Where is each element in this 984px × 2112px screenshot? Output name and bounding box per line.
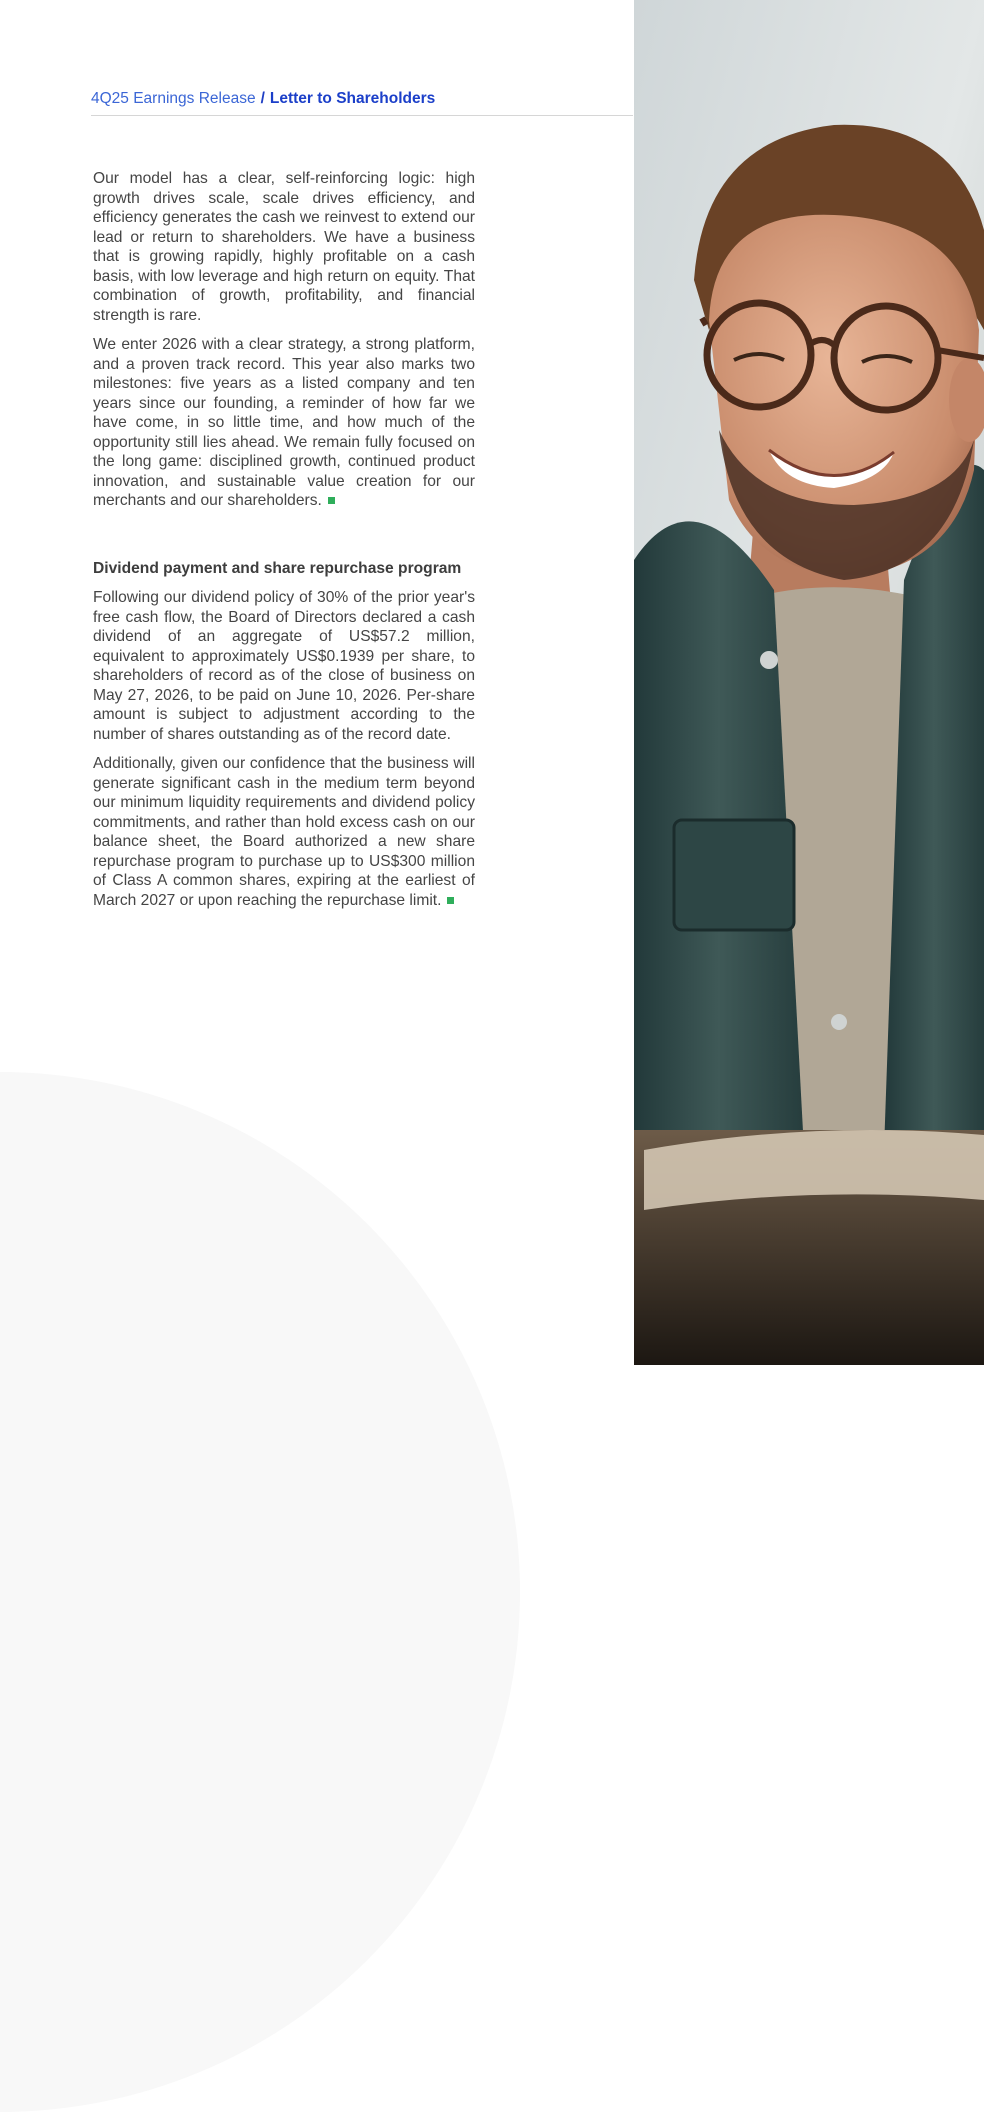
breadcrumb-separator: / bbox=[260, 90, 265, 107]
smiling-man-photo bbox=[634, 0, 984, 1365]
paragraph-dividend bbox=[93, 588, 475, 744]
section-heading: Dividend payment and share repurchase program bbox=[93, 559, 462, 577]
section-end-icon bbox=[447, 897, 454, 904]
paragraph-text: We enter 2026 with a clear strategy, a strong platform, and a proven track record. This year also marks two milestones: five years as a listed company and ten years since our founding, a reminder of how far we have come, in so little time, and how much of the opportunity still lies ahead. We remain fully focused on the long game: disciplined growth, continued product innovation, and sustainable value creation for our merchants and our shareholders. bbox=[93, 336, 475, 509]
paragraph-text: Additionally, given our confidence that the business will generate significant cash in the medium term beyond our minimum liquidity requirements and dividend policy commitments, and rather than hold excess cash on our balance sheet, the Board authorized a new share repurchase program to purchase up to US$300 million of Class A common shares, expiring at the earliest of March 2027 or upon reaching the repurchase limit. bbox=[93, 755, 475, 909]
background-curve bbox=[0, 1072, 520, 2112]
paragraph-repurchase bbox=[93, 754, 475, 910]
letter-column bbox=[93, 169, 475, 920]
section-end-icon bbox=[328, 497, 335, 504]
paragraph-business-model bbox=[93, 169, 475, 325]
paragraph-text: Our model has a clear, self-reinforcing logic: high growth drives scale, scale drives efficiency, and efficiency generates the cash we reinvest to extend our lead or return to shareholders. We have a business that is growing rapidly, highly profitable on a cash basis, with low leverage and high return on equity. That combination of growth, profitability, and financial strength is rare. bbox=[93, 170, 475, 324]
breadcrumb-release[interactable]: 4Q25 Earnings Release bbox=[91, 90, 256, 107]
paragraph-text: Following our dividend policy of 30% of the prior year's free cash flow, the Board of Directors declared a cash dividend of an aggregate of US$57.2 million, equivalent to approximately US$0.1939 per share, to shareholders of record as of the close of business on May 27, 2026, to be paid on June 10, 2026. Per-share amount is subject to adjustment according to the number of shares outstanding as of the record date. bbox=[93, 589, 475, 743]
paragraph-2026-outlook bbox=[93, 335, 475, 511]
breadcrumb bbox=[91, 88, 633, 116]
breadcrumb-letter[interactable]: Letter to Shareholders bbox=[269, 90, 436, 107]
